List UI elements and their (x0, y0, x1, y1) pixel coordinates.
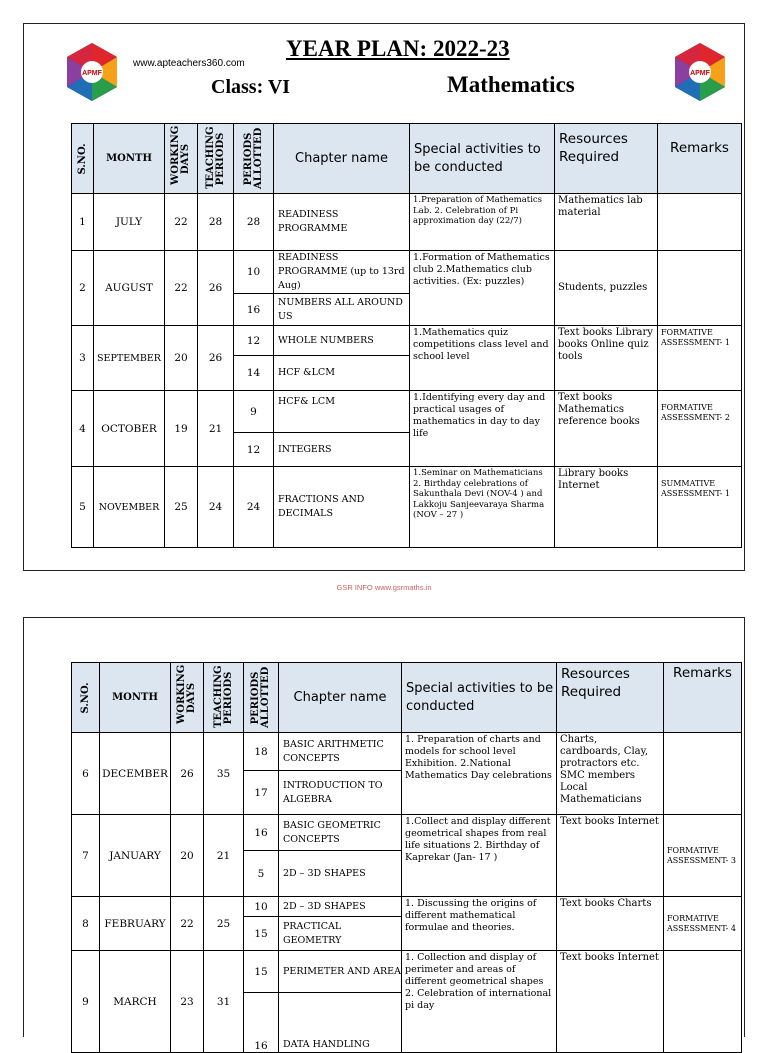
apmf-logo-right-icon (670, 41, 730, 103)
month-cell: AUGUST (94, 251, 165, 326)
page-1 (23, 23, 745, 571)
chapter-cell: 2D – 3D SHAPES (279, 897, 402, 917)
col-resources-header: Resources Required (557, 663, 664, 733)
working-days-cell: 23 (171, 951, 204, 1053)
remarks-cell: FORMATIVE ASSESSMENT- 1 (658, 326, 742, 391)
subject-label: Mathematics (447, 72, 575, 97)
resources-cell: Text books Library books Online quiz tools (555, 326, 658, 391)
resources-cell: Text books Charts (557, 897, 664, 951)
table-row (72, 467, 742, 548)
table-row (72, 733, 742, 771)
col-sno-header: S.NO. (72, 663, 100, 733)
table-row (72, 251, 742, 294)
resources-cell: Text books Mathematics reference books (555, 391, 658, 467)
resources-cell: Library books Internet (555, 467, 658, 548)
table-row (72, 951, 742, 993)
teaching-periods-cell: 31 (204, 951, 244, 1053)
chapter-cell: HCF& LCM (274, 391, 410, 433)
month-cell: SEPTEMBER (94, 326, 165, 391)
activities-cell: 1.Preparation of Mathematics Lab. 2. Celebration of Pi approximation day (22/7) (410, 194, 555, 251)
working-days-cell: 25 (165, 467, 198, 548)
col-teaching-periods-header: TEACHING PERIODS (204, 663, 244, 733)
sno-cell: 4 (72, 391, 94, 467)
activities-cell: 1.Identifying every day and practical usages of mathematics in day to day life (410, 391, 555, 467)
chapter-cell: DATA HANDLING (279, 993, 402, 1053)
year-plan-table-1 (71, 123, 742, 548)
chapter-cell: NUMBERS ALL AROUND US (274, 294, 410, 326)
chapter-cell: WHOLE NUMBERS (274, 326, 410, 356)
periods-cell: 10 (244, 897, 279, 917)
sno-cell: 3 (72, 326, 94, 391)
periods-cell: 9 (234, 391, 274, 433)
sno-cell: 1 (72, 194, 94, 251)
sno-cell: 6 (72, 733, 100, 815)
table-row (72, 897, 742, 917)
activities-cell: 1. Preparation of charts and models for school level Exhibition. 2.National Mathematics Day celebrations (402, 733, 557, 815)
chapter-cell: HCF &LCM (274, 356, 410, 391)
sno-cell: 5 (72, 467, 94, 548)
col-teaching-periods-header: TEACHING PERIODS (198, 124, 234, 194)
periods-cell: 24 (234, 467, 274, 548)
col-sno-header: S.NO. (72, 124, 94, 194)
sno-cell: 8 (72, 897, 100, 951)
resources-cell: Mathematics lab material (555, 194, 658, 251)
teaching-periods-cell: 25 (204, 897, 244, 951)
chapter-cell: PERIMETER AND AREA (279, 951, 402, 993)
periods-cell: 12 (234, 433, 274, 467)
col-working-days-header: WORKING DAYS (171, 663, 204, 733)
periods-cell: 15 (244, 917, 279, 951)
working-days-cell: 19 (165, 391, 198, 467)
activities-cell: 1. Discussing the origins of different mathematical formulae and theories. (402, 897, 557, 951)
table-row (72, 194, 742, 251)
teaching-periods-cell: 21 (204, 815, 244, 897)
working-days-cell: 22 (171, 897, 204, 951)
remarks-cell: FORMATIVE ASSESSMENT- 2 (658, 391, 742, 467)
svg-text:APMF: APMF (82, 70, 102, 77)
working-days-cell: 26 (171, 733, 204, 815)
table-row (72, 326, 742, 356)
teaching-periods-cell: 28 (198, 194, 234, 251)
periods-cell: 16 (244, 815, 279, 851)
month-cell: OCTOBER (94, 391, 165, 467)
chapter-cell: BASIC GEOMETRIC CONCEPTS (279, 815, 402, 851)
working-days-cell: 22 (165, 251, 198, 326)
table-row (72, 815, 742, 851)
working-days-cell: 20 (171, 815, 204, 897)
chapter-cell: BASIC ARITHMETIC CONCEPTS (279, 733, 402, 771)
periods-cell: 12 (234, 326, 274, 356)
activities-cell: 1.Mathematics quiz competitions class level and school level (410, 326, 555, 391)
col-resources-header: Resources Required (555, 124, 658, 194)
activities-cell: 1. Collection and display of perimeter and areas of different geometrical shapes 2. Celebration of international pi day (402, 951, 557, 1053)
teaching-periods-cell: 24 (198, 467, 234, 548)
remarks-cell: SUMMATIVE ASSESSMENT- 1 (658, 467, 742, 548)
activities-cell: 1.Formation of Mathematics club 2.Mathematics club activities. (Ex: puzzles) (410, 251, 555, 326)
periods-cell: 28 (234, 194, 274, 251)
footer-credit: GSR INFO www.gsrmaths.in (336, 583, 432, 592)
month-cell: DECEMBER (100, 733, 171, 815)
chapter-cell: READINESS PROGRAMME (up to 13rd Aug) (274, 251, 410, 294)
remarks-cell: FORMATIVE ASSESSMENT- 4 (664, 897, 742, 951)
remarks-cell (664, 951, 742, 1053)
remarks-cell (664, 733, 742, 815)
page-title: YEAR PLAN: 2022-23 (286, 36, 510, 61)
col-remarks-header: Remarks (664, 663, 742, 733)
chapter-cell: 2D – 3D SHAPES (279, 851, 402, 897)
periods-cell: 10 (234, 251, 274, 294)
col-working-days-header: WORKING DAYS (165, 124, 198, 194)
page-2 (23, 617, 745, 1052)
month-cell: NOVEMBER (94, 467, 165, 548)
teaching-periods-cell: 35 (204, 733, 244, 815)
chapter-cell: INTRODUCTION TO ALGEBRA (279, 771, 402, 815)
remarks-cell (658, 194, 742, 251)
resources-cell: Text books Internet (557, 815, 664, 897)
working-days-cell: 20 (165, 326, 198, 391)
periods-cell: 15 (244, 951, 279, 993)
sno-cell: 7 (72, 815, 100, 897)
teaching-periods-cell: 26 (198, 326, 234, 391)
month-cell: JULY (94, 194, 165, 251)
activities-cell: 1.Seminar on Mathematicians 2. Birthday celebrations of Sakunthala Devi (NOV-4 ) and Lakkoju Sanjeevaraya Sharma (NOV – 27 ) (410, 467, 555, 548)
teaching-periods-cell: 21 (198, 391, 234, 467)
svg-text:APMF: APMF (690, 70, 710, 77)
periods-cell: 5 (244, 851, 279, 897)
year-plan-table-2 (71, 662, 742, 1053)
col-chapter-header: Chapter name (279, 663, 402, 733)
periods-cell: 18 (244, 733, 279, 771)
month-cell: FEBRUARY (100, 897, 171, 951)
chapter-cell: INTEGERS (274, 433, 410, 467)
resources-cell: Students, puzzles (555, 251, 658, 326)
remarks-cell (658, 251, 742, 326)
remarks-cell: FORMATIVE ASSESSMENT- 3 (664, 815, 742, 897)
table-row (72, 391, 742, 433)
periods-cell: 16 (244, 993, 279, 1053)
month-cell: MARCH (100, 951, 171, 1053)
chapter-cell: READINESS PROGRAMME (274, 194, 410, 251)
sno-cell: 2 (72, 251, 94, 326)
sno-cell: 9 (72, 951, 100, 1053)
teaching-periods-cell: 26 (198, 251, 234, 326)
periods-cell: 16 (234, 294, 274, 326)
working-days-cell: 22 (165, 194, 198, 251)
website-url[interactable]: www.apteachers360.com (133, 58, 245, 69)
col-month-header: MONTH (94, 124, 165, 194)
chapter-cell: PRACTICAL GEOMETRY (279, 917, 402, 951)
resources-cell: Charts, cardboards, Clay, protractors etc. SMC members Local Mathematicians (557, 733, 664, 815)
col-month-header: MONTH (100, 663, 171, 733)
col-chapter-header: Chapter name (274, 124, 410, 194)
col-activities-header: Special activities to be conducted (410, 124, 555, 194)
month-cell: JANUARY (100, 815, 171, 897)
col-periods-allotted-header: PERIODS ALLOTTED (234, 124, 274, 194)
col-activities-header: Special activities to be conducted (402, 663, 557, 733)
col-remarks-header: Remarks (658, 124, 742, 194)
activities-cell: 1.Collect and display different geometrical shapes from real life situations 2. Birthday of Kaprekar (Jan- 17 ) (402, 815, 557, 897)
chapter-cell: FRACTIONS AND DECIMALS (274, 467, 410, 548)
apmf-logo-left-icon (62, 41, 122, 103)
resources-cell: Text books Internet (557, 951, 664, 1053)
col-periods-allotted-header: PERIODS ALLOTTED (244, 663, 279, 733)
periods-cell: 17 (244, 771, 279, 815)
class-label: Class: VI (211, 76, 291, 98)
periods-cell: 14 (234, 356, 274, 391)
